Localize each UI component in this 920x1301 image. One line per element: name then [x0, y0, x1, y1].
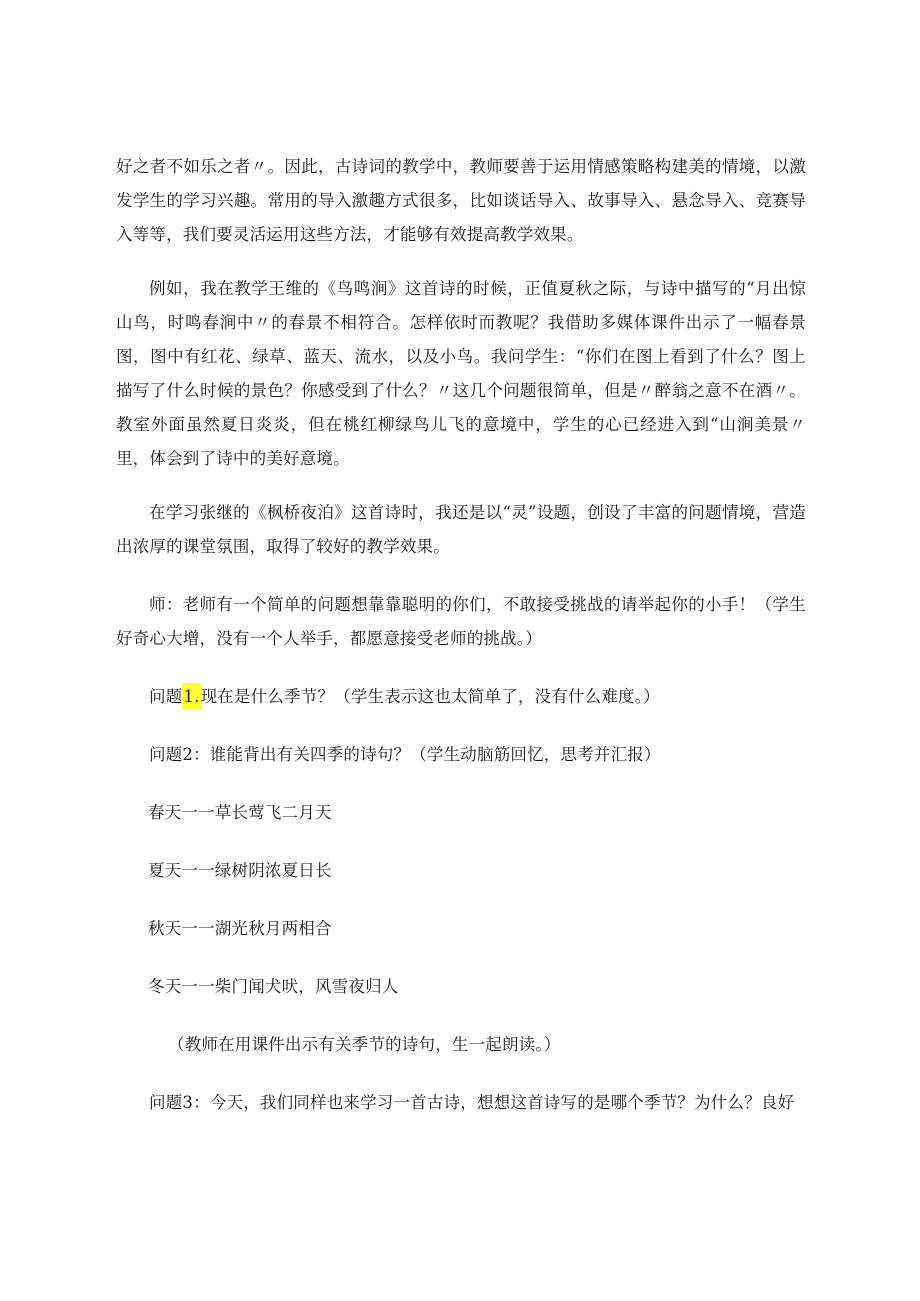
paragraph-fengqiaoyebo: 在学习张继的《枫桥夜泊》这首诗时，我还是以“灵”设题，创设了丰富的问题情境，营造出浓厚的课堂氛围，取得了较好的教学效果。: [116, 503, 806, 556]
question-2: 问题2：谁能背出有关四季的诗句？（学生动脑筋回忆，思考并汇报）: [149, 745, 661, 764]
paragraph-intro: 好之者不如乐之者〃。因此，古诗词的教学中，教师要善于运用情感策略构建美的情境，以激发学生的学习兴趣。常用的导入激趣方式很多，比如谈话导入、故事导入、悬念导入、竞赛导入等等，我们要灵活运用这些方法，才能够有效提高教学效果。: [116, 157, 806, 244]
poem-line-autumn: 秋天一一湖光秋月两相合: [148, 919, 332, 938]
paragraph-example-niaomingjian: 例如，我在教学王维的《鸟鸣涧》这首诗的时候，正值夏秋之际，与诗中描写的“月出惊山鸟，时鸣春涧中〃的春景不相符合。怎样依时而教呢？我借助多媒体课件出示了一幅春景图，图中有红花、绿草、蓝天、流水，以及小鸟。我问学生：“你们在图上看到了什么？图上描写了什么时候的景色？你感受到了什么？〃这几个问题很简单，但是〃醉翁之意不在酒〃。教室外面虽然夏日炎炎，但在桃红柳绿鸟儿飞的意境中，学生的心已经进入到“山涧美景〃里，体会到了诗中的美好意境。: [116, 279, 806, 468]
highlighted-number: 1.: [182, 683, 200, 710]
question-1-text: 现在是什么季节？（学生表示这也太简单了，没有什么难度。）: [200, 687, 660, 706]
question-1-prefix: 问题: [149, 687, 183, 706]
question-3: 问题3：今天，我们同样也来学习一首古诗，想想这首诗写的是哪个季节？为什么？良好: [149, 1093, 795, 1112]
poem-line-winter: 冬天一一柴门闻犬吠，风雪夜归人: [148, 977, 399, 996]
paragraph-teacher-question: 师：老师有一个简单的问题想靠靠聪明的你们，不敢接受挑战的请举起你的小手！（学生好奇心大增，没有一个人举手，都愿意接受老师的挑战。）: [116, 595, 806, 648]
poem-line-summer: 夏天一一绿树阴浓夏日长: [148, 861, 332, 880]
question-1: [116, 680, 806, 714]
poem-line-spring: 春天一一草长莺飞二月天: [148, 803, 332, 822]
teacher-note: （教师在用课件出示有关季节的诗句，生一起朗读。）: [168, 1035, 561, 1054]
document-body: [116, 150, 806, 1120]
